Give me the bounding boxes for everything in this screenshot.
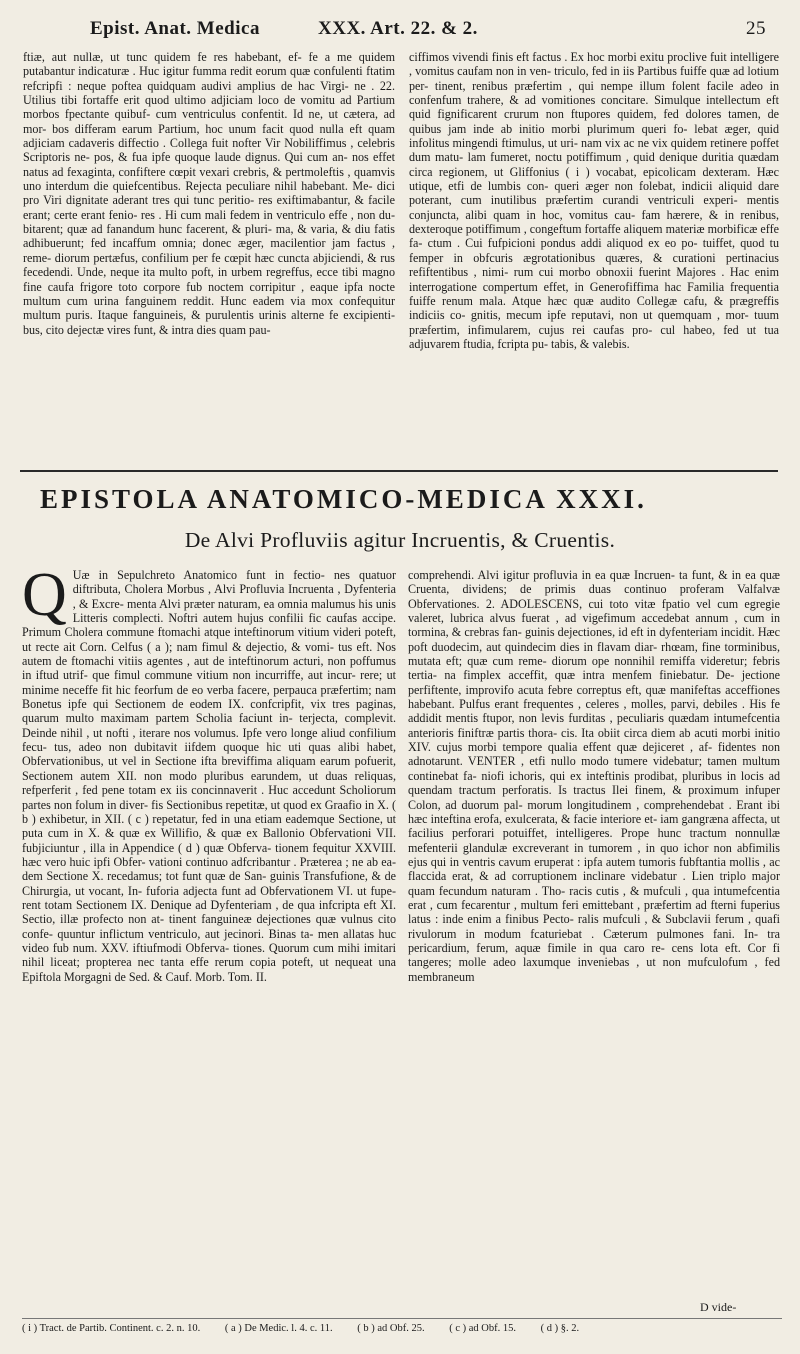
- page-header: [26, 14, 778, 44]
- top-right-column: [409, 50, 779, 464]
- footnote: ( c ) ad Obf. 15.: [449, 1323, 517, 1334]
- section-reference: XXX. Art. 22. & 2.: [318, 18, 478, 39]
- page-number: 25: [746, 18, 766, 39]
- footnote: ( b ) ad Obf. 25.: [357, 1323, 425, 1334]
- footnote: ( i ) Tract. de Partib. Continent. c. 2. n. 10.: [22, 1323, 201, 1334]
- drop-cap: Q: [22, 568, 67, 629]
- body-text: ftiæ, aut nullæ, ut tunc quidem fe res habebant, ef- fe a me quidem putabantur indicaturæ . Huc igitur fumma redit eorum quæ confulenti ftatim refcripfi : neque poftea quidquam audivi amplius de hac Virgi- ne . 22. Utilius tibi fortaffe erit quod ultimo adjiciam loco de vomitu ad Partium morbos fpectante quibuf- cum ventriculus confentit. Id ne, ut cætera, ad mor- bos differam earum Partium, hoc unum facit quod nulla eft quam adjiciam cadaveris diffectio . Collega fuit nofter Vir Nobiliffimus , celebris Scriptoris ne- pos, & fua ipfe quoque laude dignus. Qui cum an- nos effet natus ad fexaginta, confiftere cœpit vexari crebris, & pertmoleftis , quamvis uno interdum die quiefcentibus. Rejecta peculiare nihil habebant. Me- dici pro Viri dignitate aderant tres qui tunc peritio- res exiftimabantur, & facile erant; certe erant fenio- res . Hi cum mali fedem in ventriculo effe , non du- bitarent; quæ ad fanandum hunc facerent, & pluri- ma, & varia, & diu fatis adhibuerunt; fed incaffum omnia; donec æger, macilentior jam factus , reme- diorum pertæfus, confilium per fe cœpit hæc cuncta abjiciendi, & rus fecedendi. Unde, neque ita multo poft, in urbem regreffus, ecce tibi magno fine caufa frigore toto corpore fub noctem corripitur , eaque ipfa nocte multum cum urina fanguinem reddit. Hunc eadem via mox confequitur multum puris. Itaque fanguineis, & purulentis urinis alterne fe excipienti- bus, cito dejectæ vires funt, & intra dies quam pau-: [23, 50, 395, 337]
- footnote: ( a ) De Medic. l. 4. c. 11.: [224, 1323, 333, 1334]
- catchword: D vide-: [700, 1300, 737, 1314]
- top-left-column: [23, 50, 395, 464]
- epistola-title: EPISTOLA ANATOMICO-MEDICA XXXI.: [40, 484, 647, 514]
- bottom-left-column: [22, 568, 396, 1310]
- body-text: ciffimos vivendi finis eft factus . Ex hoc morbi exitu proclive fuit intelligere , vomitus caufam non in ven- triculo, fed in iis Partibus fuiffe quæ ad lotium per- tinent, renibus præfertim , qui nempe illum folent facile adeo in confenfum trahere, & ad vomitiones concitare. Simulque intellectum eft quid fignificarent crurum non ftupores quidem, fed dolores tamen, de quibus jam inde ab initio morbi plurimum queri fo- lebat æger, quid infolitus mingendi ftimulus, ut uri- nam vix ac ne vix quidem retinere poffet dum matu- lam fumeret, noctu potiffimum , quid denique duritia quædam circa regionem, ut Gliffonius ( i ) vocabat, epicolicam dexteram. Hæc utique, etfi de lumbis con- queri æger non folebat, indicii aliquid dare poterant, cum inutilibus præfertim curandi ventriculi experi- mentis conjuncta, alibi quam in hoc, vomitus cau- fam hærere, & in renibus, dexteroque potiffimum , congeftum fortaffe aliquem materiæ morbificæ effe fa- ctum . Cui fufpicioni pondus addi aliquod ex eo po- tuiffet, quod tu femper in obfcuris ægrotationibus quæres, & curationi pertinacius refiftentibus , nimi- rum cui morbo obnoxii fuerint Majores . Hac enim interrogatione compertum effet, in Generofiffima hac Familia frequentia fuiffe renum mala. Atque hæc quæ audito Collegæ cafu, & prægreffis indiciis co- gnitis, mecum ipfe reputavi, non ut quemquam , mor- tuum præfertim, infimularem, cujus rei caufas pro- cul habeo, fed ut tua adjuvarem ftudia, fcripta pu- tabis, & valebis.: [409, 50, 779, 351]
- body-text: comprehendi. Alvi igitur profluvia in ea quæ Incruen- ta funt, & in ea quæ Cruenta, dividens; de primis duas continuo proferam Valfalvæ Obfervationes. 2. ADOLESCENS, cui toto vitæ fpatio vel cum egregie valeret, lubrica alvus fuerat , ad vigefimum accedebat annum , cum in tormina, & crebras fan- guinis dejectiones, id eft in dyfenteriam incidit. Hæc poft duodecim, aut quindecim dies in flavam diar- rhœam, fine torminibus, mutata eft; quæ cum reme- diorum ope nonnihil remiffa videretur; febris tertia- na fimplex acceffit, quæ intra menfem finiebatur. De- jectione perfiftente, improvifo acuta febre correptus eft, quæ manifeftas acceffiones habebant. Pulfus erant frequentes , celeres , molles, parvi, debiles . His fe addidit mentis ftupor, non levis furditas , peculiaris quædam intumefcentia anterioris finiftræ partis thora- cis. Ita obiit circa diem ab acuti morbi initio XIV. cujus morbi tempore qualia effent quæ dejiceret , af- fidentes non adnotarunt. VENTER , etfi nullo modo tumere videbatur; tamen multum continebat fa- niofi ichoris, qui ex inteftinis prodibat, pluribus in locis ad quendam tractum perforatis. Is tractus Ilei finem, & proximum infuper Colon, ad duorum pal- morum longitudinem , comprehendebat . Erant ibi hæc inteftina erofa, exulcerata, & facie interiore et- iam gangræna affecta, ut facilius perforari potuiffet, intelligeres. Prope hunc tractum nonnullæ mefenterii glandulæ excreverant in tumorem , in quo ichor non abfimilis ejus qui in ventris cavum eruperat : ipfa autem tumoris fubftantia mollis , ac flaccida erat, & ad corruptionem inclinare videbatur . Lien triplo major quam fecundum naturam . Tho- racis cutis , & mufculi , qua intumefcentia erat , cum fecarentur , multum feri emittebant , præfertim ad fterni fuperius latus : inde enim a finibus Pecto- ralis mufculi , & Subclavii ferum , quafi rivulorum in modum fcaturiebat . Cæterum pulmones fani. In- tra pericardium, ferum, aquæ fimile in qua caro re- cens lota eft. Cor fi tangeres; molle adeo laxumque inveniebas , ut non mufculofum , fed membraneum: [408, 568, 780, 984]
- footnotes: [22, 1318, 782, 1334]
- running-title: Epist. Anat. Medica: [90, 18, 260, 39]
- epistola-subtitle: De Alvi Profluviis agitur Incruentis, & Cruentis.: [184, 528, 616, 552]
- bottom-right-column: [408, 568, 780, 1310]
- body-text: Uæ in Sepulchreto Anatomico funt in fectio- nes quatuor diftributa, Cholera Morbus , Alvi Profluvia Incruenta , Dyfenteria , & Excre- menta Alvi præter naturam, ea omnia malumus his unis Litteris complecti. Noftri autem hujus confilii fic caufas accipe. Primum Cholera commune ftomachi atque inteftinorum vitium videri poteft, ut recte ait Corn. Celfus ( a ); nam fimul & dejectio, & vomi- tus eft. Nos autem de ftomachi vitiis agentes , aut de inteftinorum acturi, non poffumus in iftud utrif- que fimul commune vitium non incurriffe, aut incur- rere; ut minime neceffe fit hic feorfum de eo verba facere, perpauca præfertim; nam Bonetus ipfe qui Sectionem de eodem IX. confcripfit, vix tres paginas, quarum multo maximam partem Scholia faciunt in- terjecta, complevit. Deinde nihil , ut nofti , iterare nos volumus. Ipfe vero longe aliud confilium fecu- tus, adeo non dubitavit iifdem quoque hic uti quas alibi habet, Obfervationibus, ut vel in Sectione ifta breviffima aliquam earum pofuerit, Sectionem autem XII. non modo pluribus earundem, ut duas reliquas, refperferit , fed pene totam ex iis concinnaverit . Huc accedunt Scholiorum partes non folum in diver- fis Sectionibus repetitæ, ut quod ex Graafio in X. ( b ) exhibetur, in XII. ( c ) repetatur, fed in una etiam eademque Sectione, ut puta cum in X. & quæ ex Willifio, & quæ ex Ballonio Obfervationi VII. fubjiciuntur , illa in Appendice ( d ) quæ Obferva- tionem fequitur XXVIII. hæc vero huic ipfi Obfer- vationi continuo adfcribantur . Præterea ; ne ab ea- dem Sectione X. recedamus; tot funt quæ de San- guinis Transfufione, & de Chirurgia, ut vocant, In- fuforia adjecta funt ad Obfervationem VI. ut fupe- rent totam Sectionem IX. Denique ad Dyfenteriam , de qua infcripta eft XI. Sectio, illæ profecto non at- tinent fanguineæ dejectiones quæ vulnus cito confe- quuntur inflictum ventriculo, aut jecinori. Binas ta- men allatas huc video fub num. XXV. iftiufmodi Obferva- tiones. Quorum cum mihi imitari nihil liceat; propterea nec tanta effe rerum copia poteft, ut nequeat una Epiftola Morgagni de Sed. & Cauf. Morb. Tom. II.: [22, 568, 396, 984]
- footnote: ( d ) §. 2.: [540, 1323, 580, 1334]
- section-divider: [20, 470, 778, 472]
